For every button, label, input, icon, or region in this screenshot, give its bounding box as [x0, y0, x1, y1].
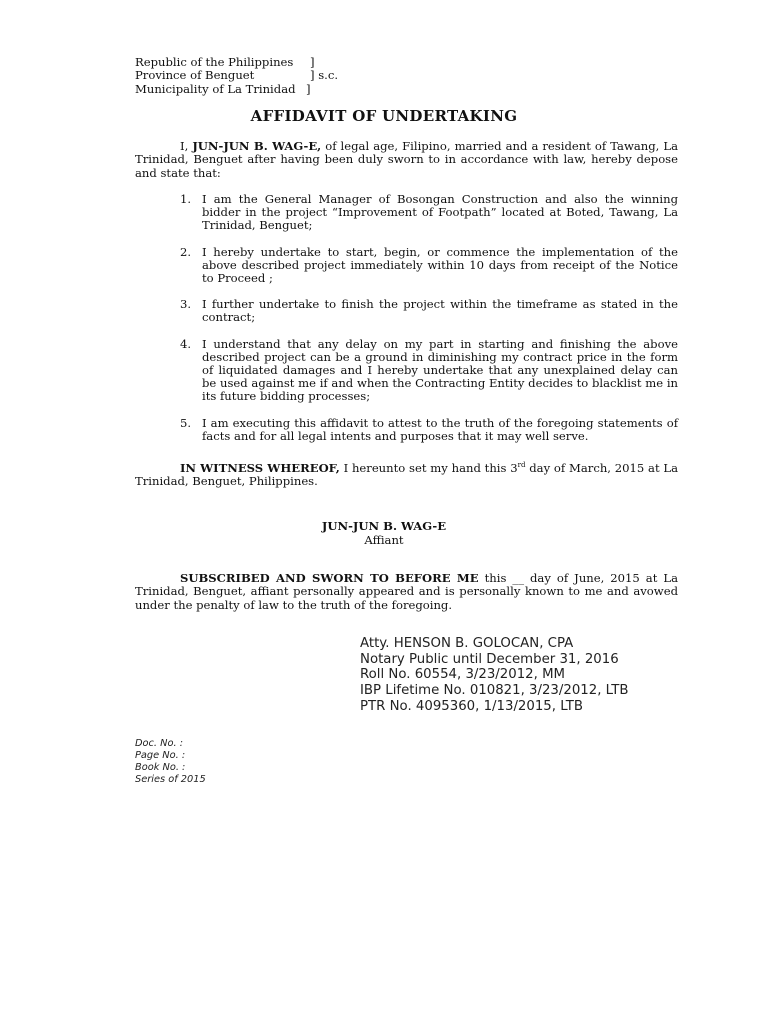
witness-text-cont: day of March, 2015 at La Trinidad, Benguet, Philippines.: [135, 460, 679, 489]
list-item-number: 1.: [180, 192, 192, 206]
venue-bracket: ]: [310, 55, 315, 69]
venue-bracket-sc: ] s.c.: [310, 68, 339, 83]
list-item: [180, 417, 678, 443]
affiant-name: JUN-JUN B. WAG-E: [321, 519, 447, 533]
list-item-number: 5.: [180, 415, 192, 430]
intro-paragraph: [135, 140, 678, 180]
notary-roll-no: Roll No. 60554, 3/23/2012, MM: [360, 667, 566, 683]
venue-header: [135, 55, 339, 96]
list-item-number: 2.: [180, 244, 192, 259]
venue-republic-line: [135, 55, 315, 69]
ordinal-suffix: rd: [517, 461, 526, 469]
venue-municipality: Municipality of La Trinidad: [135, 81, 296, 96]
notary-ibp-no: IBP Lifetime No. 010821, 3/23/2012, LTB: [360, 683, 629, 699]
page-no: Page No. :: [135, 750, 186, 761]
subscribed-text: this __ day of June, 2015 at La Trinidad, Benguet, affiant personally appeared and is personally known to me and avowed under the penalty of law to the truth of the foregoing.: [135, 571, 678, 612]
venue-municipality-line: [135, 81, 311, 96]
list-item: [180, 246, 678, 286]
venue-province-line: [135, 68, 339, 83]
list-item: [180, 298, 678, 324]
undertaking-list: [180, 193, 678, 456]
subscribed-paragraph: [135, 572, 678, 612]
notary-commission: Notary Public until December 31, 2016: [360, 651, 619, 667]
series: Series of 2015: [135, 774, 206, 785]
list-item-text: I am executing this affidavit to attest to the truth of the foregoing statements of facts and for all legal intents and purposes that it may well serve.: [202, 415, 678, 443]
witness-lead: IN WITNESS WHEREOF,: [180, 460, 340, 475]
affiant-role: Affiant: [364, 533, 404, 547]
list-item-text: I am the General Manager of Bosongan Construction and also the winning bidder in the project “Improvement of Footpath” located at Boted, Tawang, La Trinidad, Benguet;: [202, 192, 678, 233]
subscribed-lead: SUBSCRIBED AND SWORN TO BEFORE ME: [180, 571, 479, 585]
list-item: [180, 193, 678, 233]
list-item: [180, 338, 678, 404]
notary-block: [360, 636, 629, 715]
notary-name: Atty. HENSON B. GOLOCAN, CPA: [360, 636, 574, 651]
list-item-text: I understand that any delay on my part in starting and finishing the above described project can be a ground in diminishing my contract price in the form of liquidated damages and I hereby undertake that any unexplained delay can be used against me if and when the Contracting Entity decides to blacklist me in its future bidding processes;: [202, 336, 678, 404]
venue-province: Province of Benguet: [135, 68, 255, 83]
venue-bracket: ]: [306, 81, 311, 96]
witness-paragraph: [135, 459, 678, 488]
doc-no: Doc. No. :: [135, 738, 184, 749]
witness-text: I hereunto set my hand this 3: [343, 460, 518, 475]
list-item-text: I hereby undertake to start, begin, or commence the implementation of the above described project immediately within 10 days from receipt of the Notice to Proceed ;: [202, 244, 678, 286]
list-item-text: I further undertake to finish the project within the timeframe as stated in the contract;: [202, 297, 678, 325]
affiant-signature-block: [0, 519, 768, 547]
notary-ptr-no: PTR No. 4095360, 1/13/2015, LTB: [360, 698, 584, 714]
book-no: Book No. :: [135, 762, 186, 773]
document-registry: [135, 738, 206, 786]
intro-text: of legal age, Filipino, married and a resident of Tawang, La Trinidad, Benguet after having been duly sworn to in accordance with law, hereby depose and state that:: [135, 139, 679, 180]
list-item-number: 3.: [180, 297, 192, 312]
affiant-name-inline: JUN-JUN B. WAG-E,: [192, 139, 322, 153]
list-item-number: 4.: [180, 336, 192, 351]
document-title: AFFIDAVIT OF UNDERTAKING: [250, 107, 518, 125]
intro-prefix: I,: [180, 139, 189, 153]
venue-republic: Republic of the Philippines: [135, 55, 294, 69]
